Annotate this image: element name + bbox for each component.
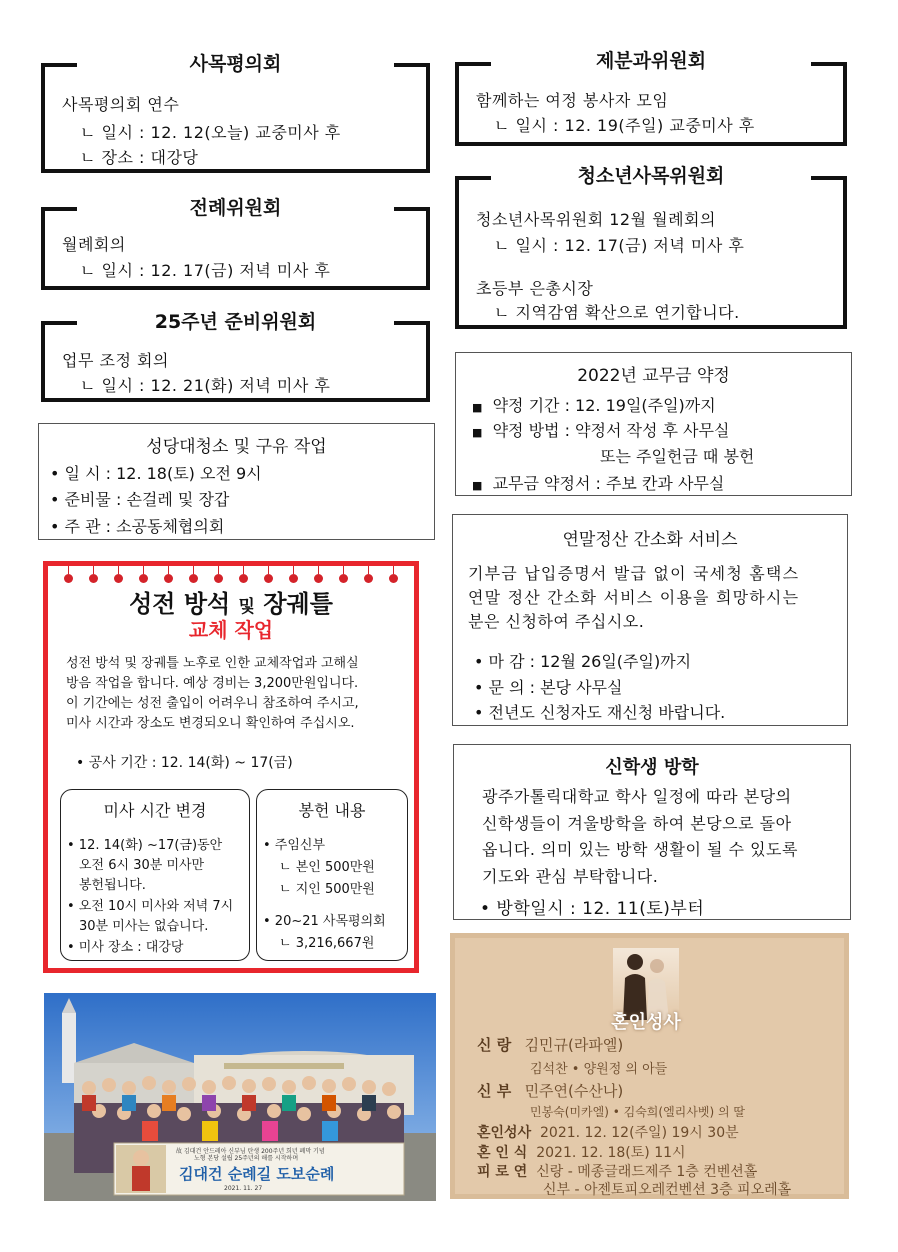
youth-line2: ㄴ 일시 : 12. 17(금) 저녁 미사 후 xyxy=(494,236,745,255)
jebun-line2: ㄴ 일시 : 12. 19(주일) 교중미사 후 xyxy=(494,116,755,135)
sapyeong-title: 사목평의회 xyxy=(189,53,282,75)
seminary-para: 기도와 관심 부탁합니다. xyxy=(482,867,659,886)
offering-title: 봉헌 내용 xyxy=(298,801,366,820)
seminary-date: • 방학일시 : 12. 11(토)부터 xyxy=(480,899,705,919)
seminary-para: 신학생들이 겨울방학을 하여 본당으로 돌아 xyxy=(482,814,792,833)
sapyeong-line3: ㄴ 장소 : 대강당 xyxy=(80,148,199,167)
anniv-line1: 업무 조정 회의 xyxy=(62,351,169,370)
jebun-title: 제분과위원회 xyxy=(595,50,707,72)
sacrament-key: 혼인성사 xyxy=(477,1125,532,1141)
reception-bride: 신부 - 아젠토피오레컨벤션 3층 피오레홀 xyxy=(543,1182,792,1198)
youth-line3: 초등부 은총시장 xyxy=(476,279,594,298)
reception-groom: 신랑 - 메종글래드제주 1층 컨벤션홀 xyxy=(536,1164,758,1180)
cleaning-item: • 준비물 : 손걸레 및 장갑 xyxy=(50,490,230,509)
ceremony-date: 2021. 12. 18(토) 11시 xyxy=(536,1145,686,1161)
youth-line4: ㄴ 지역감염 확산으로 연기합니다. xyxy=(494,303,740,322)
tax-para: 기부금 납입증명서 발급 없이 국세청 홈택스 xyxy=(468,564,800,583)
youth-title: 청소년사목위원회 xyxy=(577,165,725,187)
wedding-box xyxy=(450,933,849,1199)
youth-line1: 청소년사목위원회 12월 월례회의 xyxy=(476,210,716,229)
poster-para: 이 기간에는 성전 출입이 어려우니 참조하여 주시고, xyxy=(66,696,359,711)
jebun-line1: 함께하는 여정 봉사자 모임 xyxy=(476,91,669,110)
seminary-title: 신학생 방학 xyxy=(605,757,699,778)
pilgrimage-photo xyxy=(44,993,436,1201)
gyomu-item: ■ 약정 방법 : 약정서 작성 후 사무실 xyxy=(472,421,730,440)
sapyeong-line1: 사목평의회 연수 xyxy=(62,95,180,114)
gyomu-item: ■ 교무금 약정서 : 주보 칸과 사무실 xyxy=(472,474,725,493)
jeonrye-title: 전례위원회 xyxy=(189,197,282,219)
offering-box xyxy=(256,789,408,961)
mass-change-item: 30분 미사는 없습니다. xyxy=(79,919,209,934)
mass-change-item: • 오전 10시 미사와 저녁 7시 xyxy=(67,899,234,914)
tax-item: • 마 감 : 12월 26일(주일)까지 xyxy=(474,652,692,671)
cleaning-title: 성당대청소 및 구유 작업 xyxy=(146,437,327,457)
tax-para: 분은 신청하여 주십시오. xyxy=(468,612,645,631)
offering-item: • 주임신부 xyxy=(263,838,326,853)
mass-change-item: • 12. 14(화) ~17(금)동안 xyxy=(67,838,223,853)
tax-item: • 전년도 신청자도 재신청 바랍니다. xyxy=(474,703,726,722)
groom-key: 신 랑 xyxy=(477,1036,512,1054)
mass-change-item: • 미사 장소 : 대강당 xyxy=(67,940,184,955)
anniv-line2: ㄴ 일시 : 12. 21(화) 저녁 미사 후 xyxy=(80,376,331,395)
poster-para: 미사 시간과 장소도 변경되오니 확인하여 주십시오. xyxy=(66,716,355,731)
anniv-title: 25주년 준비위원회 xyxy=(154,311,317,333)
gyomu-title: 2022년 교무금 약정 xyxy=(577,366,730,386)
gyomu-item: ■ 약정 기간 : 12. 19일(주일)까지 xyxy=(472,396,716,415)
groom-name: 김민규(라파엘) xyxy=(524,1036,624,1054)
jeonrye-line1: 월례회의 xyxy=(62,235,126,254)
renovation-poster xyxy=(43,561,419,973)
poster-para: 방음 작업을 합니다. 예상 경비는 3,200만원입니다. xyxy=(66,676,359,691)
seminary-para: 옵니다. 의미 있는 방학 생활이 될 수 있도록 xyxy=(482,840,798,859)
tax-title: 연말정산 간소화 서비스 xyxy=(562,530,738,550)
poster-title: 성전 방석 및 장궤틀 xyxy=(129,590,333,618)
sapyeong-line2: ㄴ 일시 : 12. 12(오늘) 교중미사 후 xyxy=(80,123,341,142)
offering-item: ㄴ 지인 500만원 xyxy=(279,882,375,897)
mass-change-item: 봉헌됩니다. xyxy=(79,878,146,893)
groom-parents: 김석찬 • 양원정 의 아들 xyxy=(530,1062,668,1077)
tax-item: • 문 의 : 본당 사무실 xyxy=(474,678,623,697)
banner-small-text: 故 김대건 안드레아 신부님 탄생 200주년 희년 폐막 기념 xyxy=(176,1148,325,1155)
cleaning-item: • 일 시 : 12. 18(토) 오전 9시 xyxy=(50,464,262,483)
bride-key: 신 부 xyxy=(477,1082,512,1100)
mass-change-title: 미사 시간 변경 xyxy=(103,801,207,820)
wedding-label: 혼인성사 xyxy=(611,1012,681,1033)
poster-subtitle: 교체 작업 xyxy=(188,618,274,642)
seminary-para: 광주가톨릭대학교 학사 일정에 따라 본당의 xyxy=(482,787,792,806)
cleaning-item: • 주 관 : 소공동체협의회 xyxy=(50,517,225,536)
poster-period: • 공사 기간 : 12. 14(화) ~ 17(금) xyxy=(76,755,293,771)
mass-change-item: 오전 6시 30분 미사만 xyxy=(79,858,205,873)
gyomu-item-cont: 또는 주일헌금 때 봉헌 xyxy=(600,447,755,466)
banner-small-text2: 노형 본당 설립 25주년의 해를 시작하며 xyxy=(194,1155,299,1162)
jeonrye-line2: ㄴ 일시 : 12. 17(금) 저녁 미사 후 xyxy=(80,261,331,280)
bride-parents: 민봉숙(미카엘) • 김숙희(엘리사벳) 의 딸 xyxy=(530,1105,745,1119)
poster-para: 성전 방석 및 장궤틀 노후로 인한 교체작업과 고해실 xyxy=(66,656,359,671)
banner-date: 2021. 11. 27 xyxy=(224,1185,263,1192)
mass-change-box xyxy=(60,789,250,961)
offering-item: ㄴ 본인 500만원 xyxy=(279,860,375,875)
bride-name: 민주연(수산나) xyxy=(524,1082,624,1100)
offering-item: • 20~21 사목평의회 xyxy=(263,914,386,929)
sacrament-date: 2021. 12. 12(주일) 19시 30분 xyxy=(540,1125,739,1141)
ceremony-key: 혼 인 식 xyxy=(477,1145,528,1161)
banner-title: 김대건 순례길 도보순례 xyxy=(179,1165,335,1183)
reception-key: 피 로 연 xyxy=(477,1164,528,1180)
offering-item: ㄴ 3,216,667원 xyxy=(279,936,375,951)
tax-para: 연말 정산 간소화 서비스 이용을 희망하시는 xyxy=(468,588,800,607)
